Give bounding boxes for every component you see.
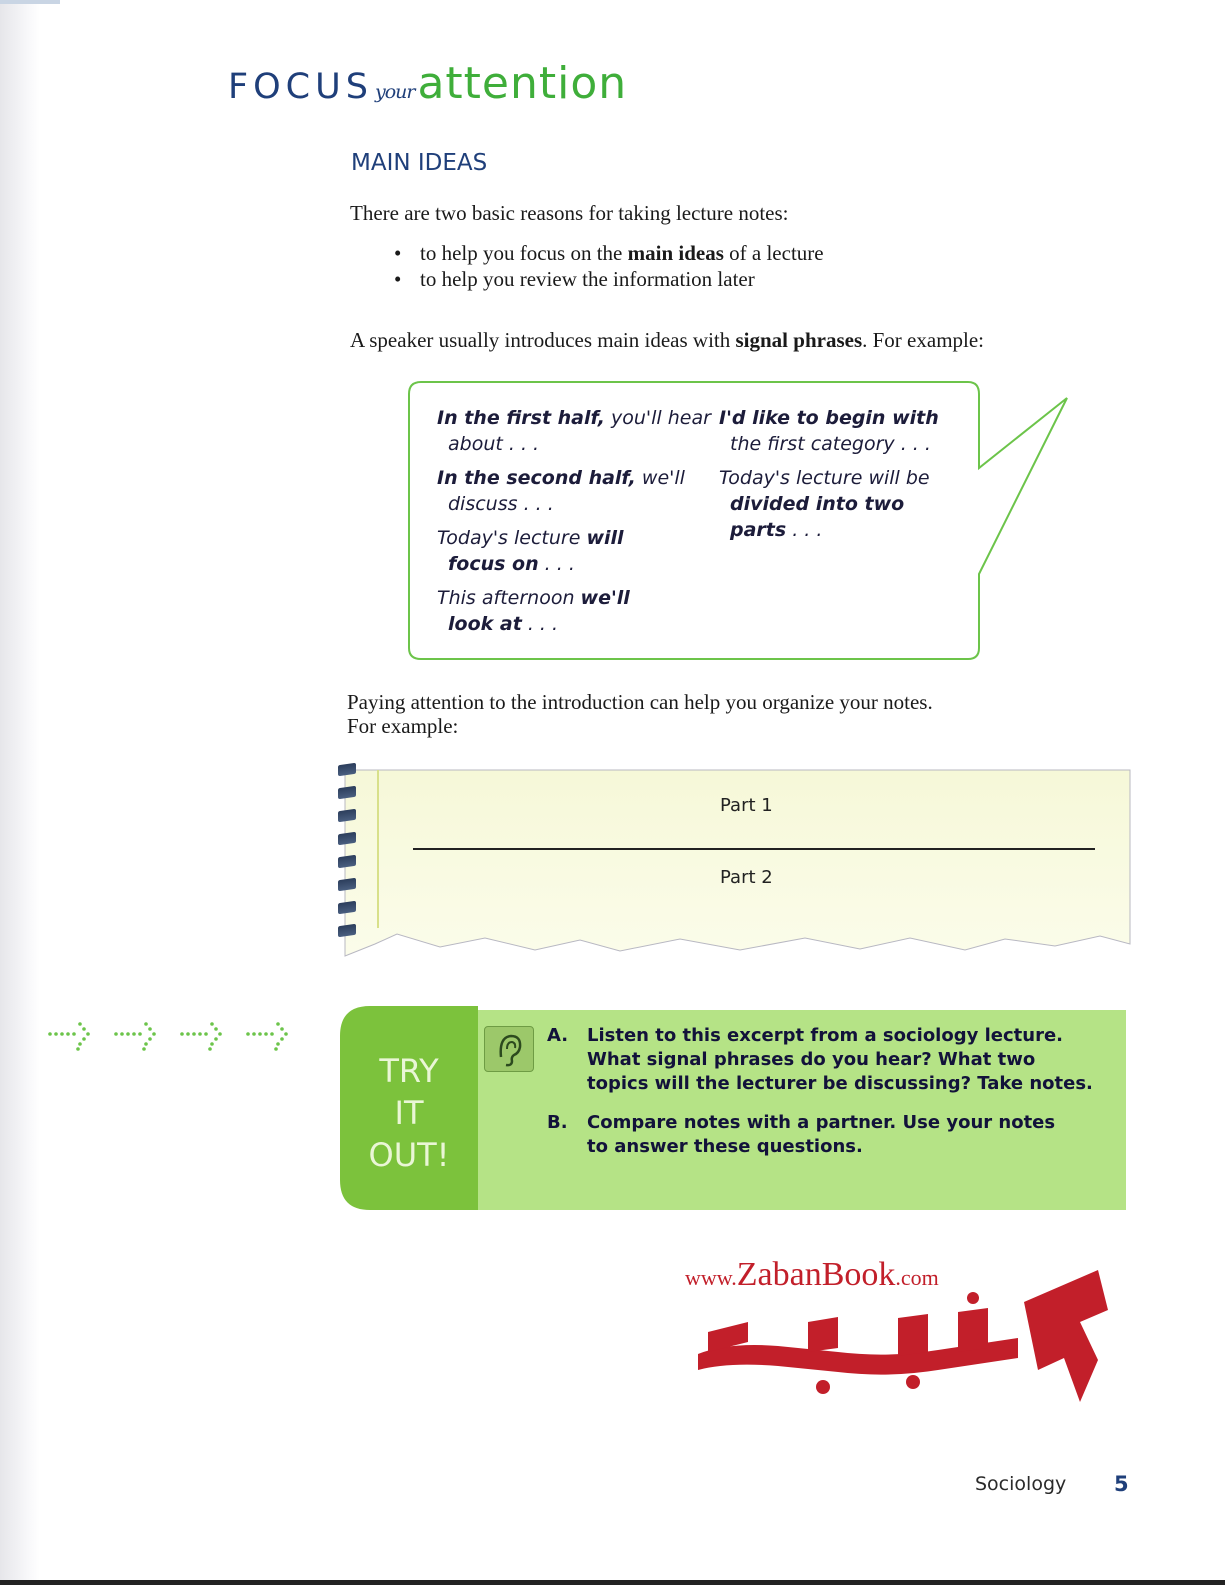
task-b	[547, 1111, 1056, 1159]
phrase-bold: will	[586, 527, 624, 549]
phrase-line	[437, 551, 727, 577]
signal-bold: signal phrases	[735, 328, 863, 352]
notebook-divider	[413, 848, 1095, 850]
signal-phrase	[719, 465, 979, 543]
phrase-line	[437, 611, 727, 637]
phrase-line	[719, 517, 979, 543]
reason-item	[390, 266, 824, 292]
task-line: topics will the lecturer be discussing? Take notes.	[587, 1073, 1093, 1094]
paying-line-2: For example:	[347, 714, 459, 738]
phrase-text: Today's lecture will be	[719, 467, 930, 489]
signal-text: A speaker usually introduces main ideas with	[350, 328, 736, 352]
phrase-line	[719, 491, 979, 517]
phrase-bold: parts	[730, 519, 787, 541]
signal-phrase	[437, 405, 727, 457]
top-edge-mark	[0, 0, 60, 4]
main-ideas-title: MAIN IDEAS	[351, 150, 488, 176]
intro-sentence: There are two basic reasons for taking lecture notes:	[350, 201, 789, 225]
phrase-bold: In the second half,	[437, 467, 636, 489]
page-gutter-shade	[0, 0, 40, 1585]
phrase-bold: focus on	[448, 553, 539, 575]
spiral-binding-icon	[338, 764, 360, 948]
phrase-text: . . .	[786, 519, 823, 541]
phrase-bold: I'd like to begin with	[719, 407, 939, 429]
phrase-text: This afternoon	[437, 587, 581, 609]
try-line: TRY	[379, 1052, 439, 1090]
wm-part: ook	[844, 1256, 896, 1293]
phrase-bold: In the first half,	[437, 407, 605, 429]
phrase-text: . . .	[521, 613, 559, 635]
reason-text-end: of a lecture	[723, 241, 824, 265]
phrase-text: the first category . . .	[730, 433, 931, 455]
notebook-part-2: Part 2	[720, 867, 773, 888]
phrase-text: about . . .	[448, 433, 540, 455]
task-line: Compare notes with a partner. Use your notes	[587, 1112, 1056, 1133]
wm-part: .com	[895, 1265, 939, 1290]
task-line: Listen to this excerpt from a sociology lecture.	[587, 1025, 1063, 1046]
task-letter: A.	[547, 1025, 569, 1046]
signal-phrases-column-2	[719, 405, 979, 551]
phrase-text: . . .	[538, 553, 575, 575]
notebook-part-1: Part 1	[720, 795, 773, 816]
signal-phrase	[437, 525, 727, 577]
reason-bold: main ideas	[627, 241, 724, 265]
wm-part: Z	[736, 1256, 758, 1293]
signal-phrases-sentence	[350, 328, 984, 353]
ear-icon	[484, 1026, 534, 1072]
signal-phrase	[437, 465, 727, 517]
phrase-bold: look at	[448, 613, 522, 635]
task-letter: B.	[547, 1112, 568, 1133]
paying-line-1: Paying attention to the introduction can help you organize your notes.	[347, 690, 933, 714]
reasons-list	[390, 240, 824, 292]
page-number: 5	[1114, 1472, 1129, 1496]
phrase-bold: we'll	[580, 587, 630, 609]
signal-phrases-column-1	[437, 405, 727, 645]
try-it-out-label	[340, 1050, 478, 1176]
signal-text-end: . For example:	[862, 328, 985, 352]
phrase-text: you'll hear	[604, 407, 711, 429]
try-line: OUT!	[368, 1136, 450, 1174]
reason-text: to help you focus on the	[420, 241, 628, 265]
section-heading	[228, 58, 627, 109]
heading-your: your	[374, 81, 415, 103]
bottom-edge-line	[0, 1580, 1225, 1585]
watermark-logo	[688, 1262, 1118, 1412]
try-line: IT	[394, 1094, 424, 1132]
task-line: What signal phrases do you hear? What two	[587, 1049, 1036, 1070]
task-a	[547, 1024, 1093, 1096]
footer-chapter-label: Sociology	[975, 1473, 1067, 1495]
phrase-bold: divided into two	[730, 493, 905, 515]
phrase-text: Today's lecture	[437, 527, 587, 549]
reason-text: to help you review the information later	[420, 267, 755, 291]
paying-attention-text	[347, 690, 933, 738]
phrase-text: discuss . . .	[448, 493, 554, 515]
heading-focus: FOCUS	[228, 67, 373, 107]
wm-part: B	[821, 1256, 845, 1293]
task-line: to answer these questions.	[587, 1136, 863, 1157]
wm-part: aban	[757, 1256, 822, 1293]
phrase-text: we'll	[635, 467, 685, 489]
heading-attention: attention	[417, 58, 628, 109]
signal-phrase	[719, 405, 979, 457]
arrow-dots-icon	[48, 1018, 318, 1058]
signal-phrase	[437, 585, 727, 637]
wm-part: www.	[685, 1265, 737, 1290]
reason-item	[390, 240, 824, 266]
